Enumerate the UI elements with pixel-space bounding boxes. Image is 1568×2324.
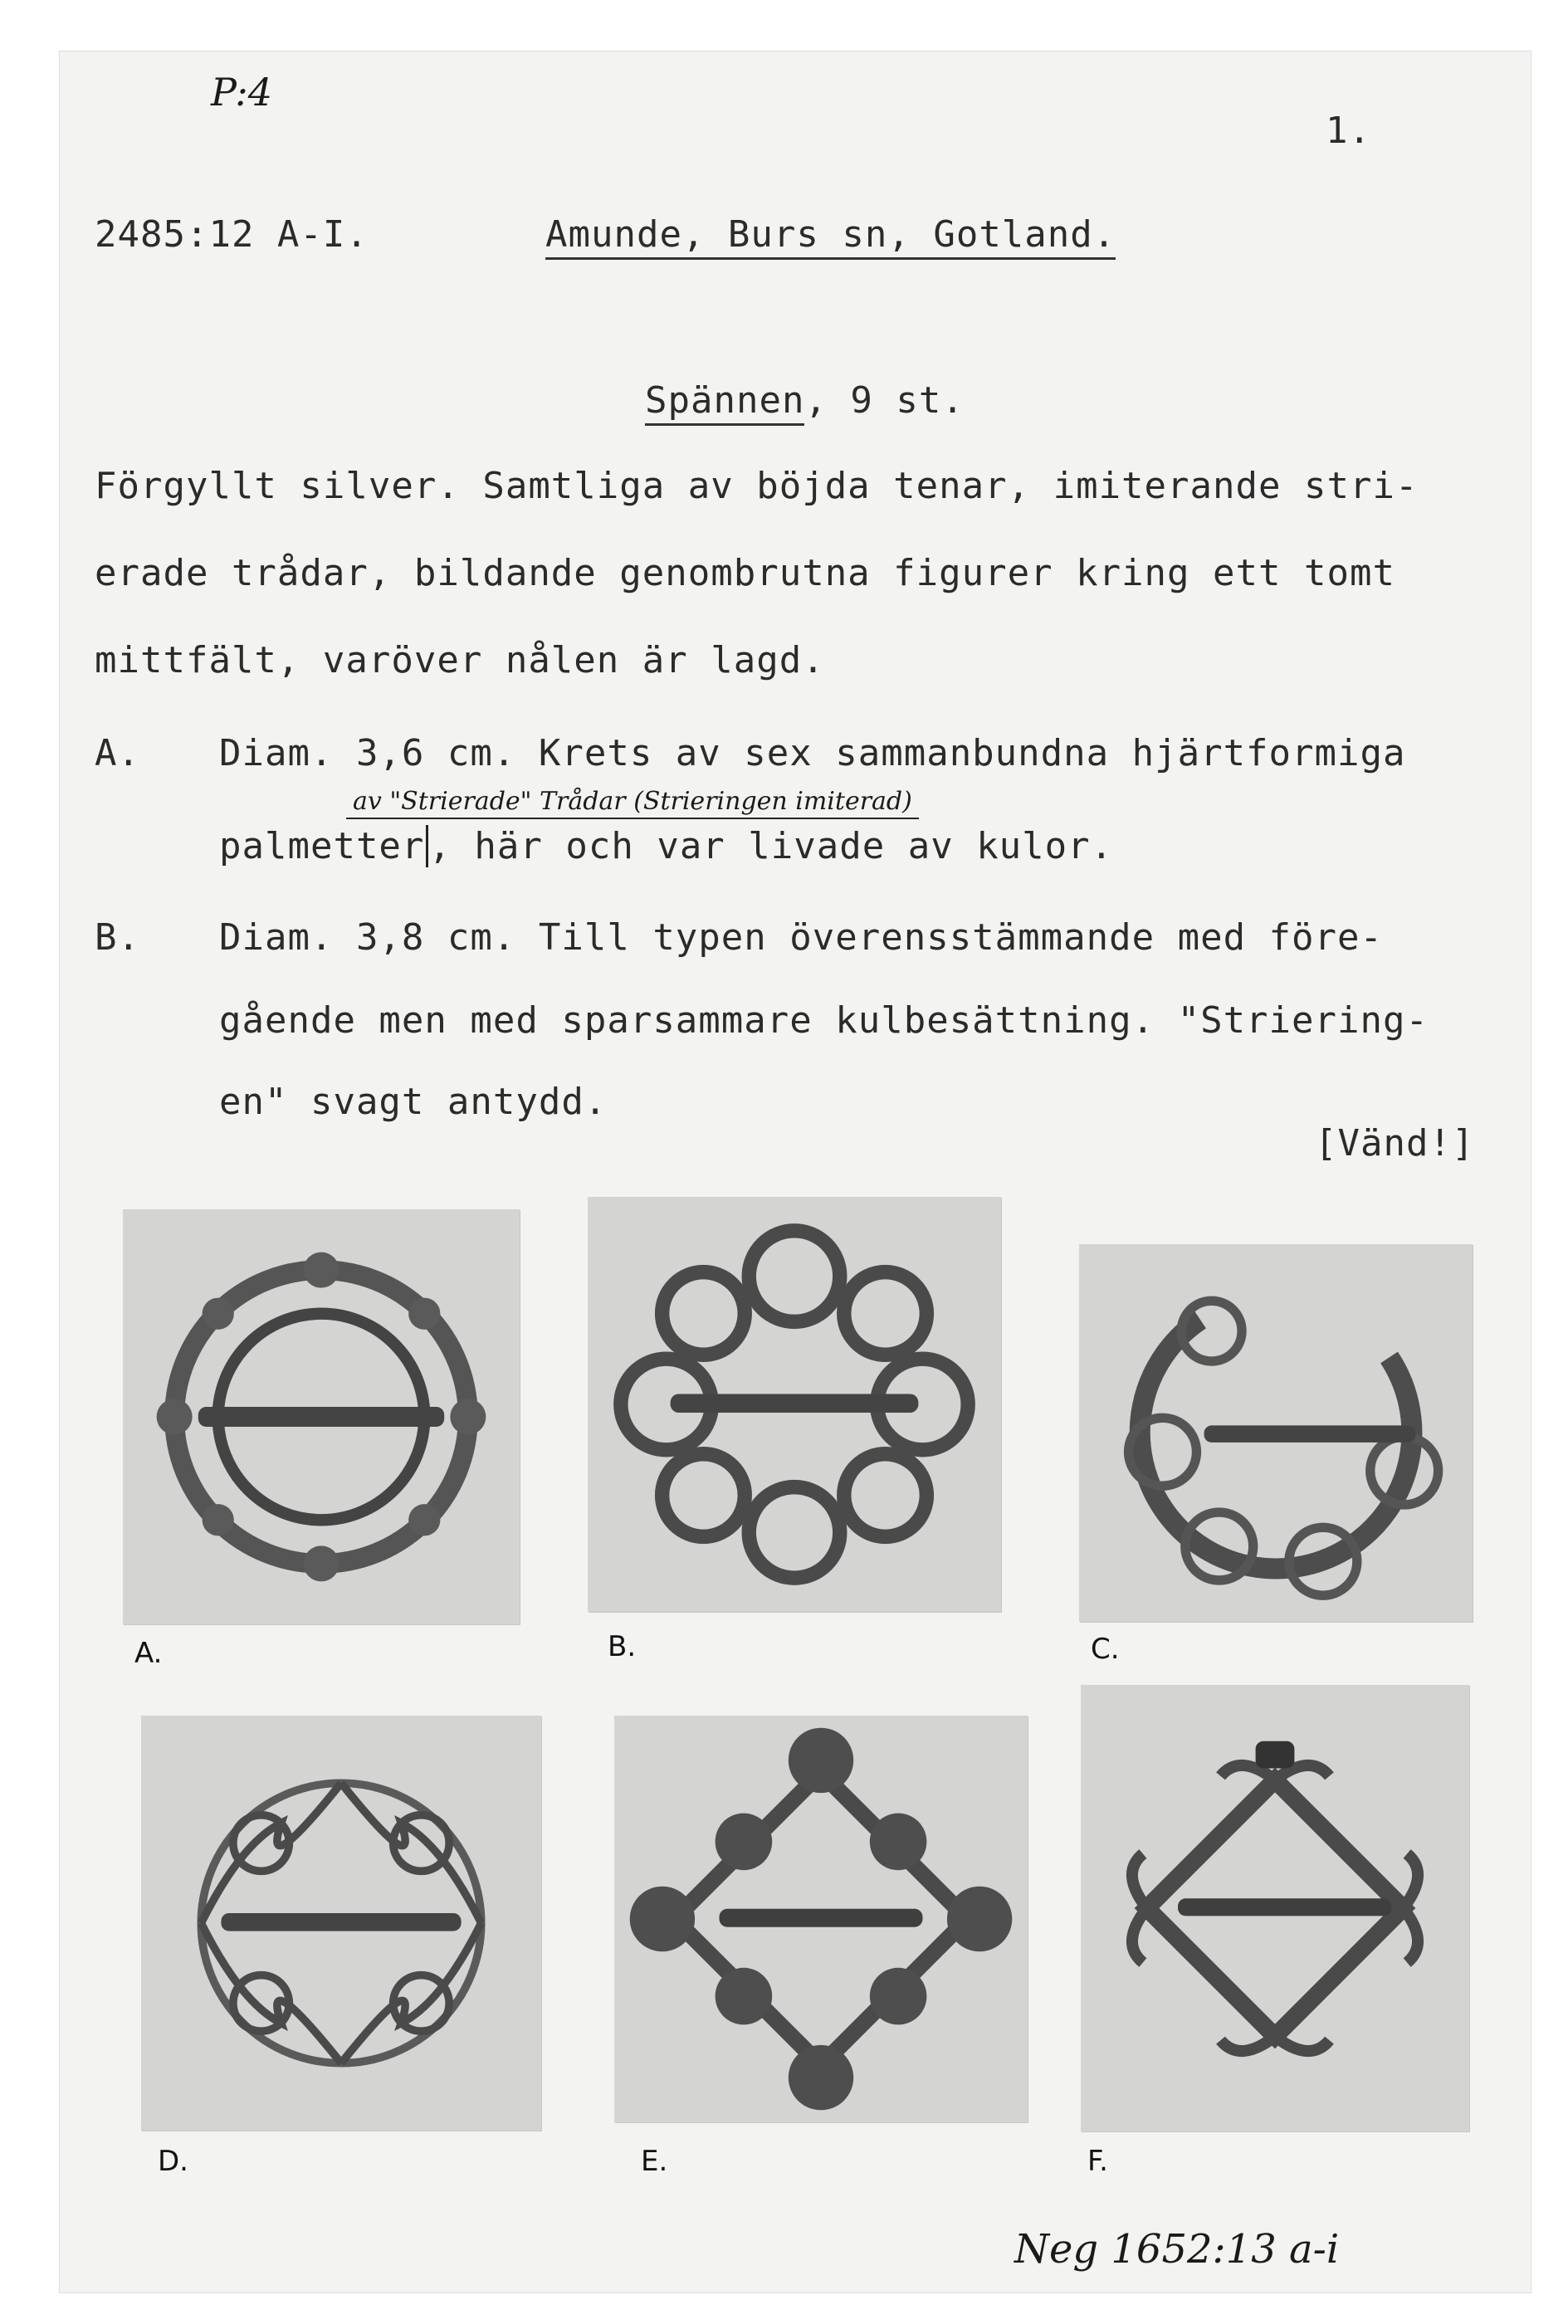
photo-b — [588, 1197, 1001, 1612]
photo-c — [1079, 1244, 1473, 1622]
object-count: , 9 st. — [804, 379, 965, 422]
item-a-line-2 — [219, 825, 1113, 867]
brooch-f-image — [1081, 1685, 1469, 2131]
photo-e — [614, 1716, 1028, 2122]
item-a-line-2-end: , här och var livade av kulor. — [428, 825, 1114, 867]
photo-d-label: D. — [158, 2145, 188, 2178]
item-b-label: B. — [95, 916, 140, 959]
intro-line-3: mittfält, varöver nålen är lagd. — [95, 639, 825, 681]
item-a-label: A. — [95, 732, 140, 774]
turn-note: [Vänd!] — [1315, 1122, 1475, 1164]
object-title: Spännen — [645, 379, 804, 426]
negative-note: Neg 1652:13 a-i — [1014, 2226, 1340, 2273]
intro-line-2: erade trådar, bildande genombrutna figurer kring ett tomt — [95, 552, 1395, 594]
item-a-line-1: Diam. 3,6 cm. Krets av sex sammanbundna hjärtformiga — [219, 732, 1406, 774]
brooch-e-image — [614, 1716, 1028, 2122]
photo-f — [1081, 1685, 1469, 2131]
page-number: 1. — [1326, 110, 1371, 152]
brooch-a-image — [123, 1209, 520, 1624]
handwritten-insert: av "Strierade" Trådar (Strieringen imiterad) — [346, 787, 919, 819]
find-location: Amunde, Burs sn, Gotland. — [545, 213, 1116, 260]
item-b-line-1: Diam. 3,8 cm. Till typen överensstämmande med före- — [219, 916, 1384, 959]
photo-f-label: F. — [1087, 2145, 1108, 2178]
photo-d — [141, 1716, 541, 2131]
brooch-b-image — [588, 1197, 1001, 1612]
photo-b-label: B. — [608, 1630, 637, 1663]
catalog-card — [60, 51, 1531, 2292]
brooch-c-image — [1079, 1244, 1473, 1622]
catalog-number: 2485:12 A-I. — [95, 213, 369, 256]
intro-line-1: Förgyllt silver. Samtliga av böjda tenar, imiterande stri- — [95, 465, 1419, 507]
object-title-row — [645, 379, 965, 422]
photo-c-label: C. — [1091, 1633, 1120, 1666]
item-a-line-2-start: palmetter — [219, 825, 425, 867]
photo-e-label: E. — [641, 2145, 668, 2178]
item-b-line-3: en" svagt antydd. — [219, 1081, 608, 1123]
corner-mark: P:4 — [211, 70, 273, 115]
photo-a-label: A. — [134, 1637, 163, 1670]
photo-a — [123, 1209, 520, 1624]
item-b-line-2: gående men med sparsammare kulbesättning. "Striering- — [219, 999, 1429, 1042]
brooch-d-image — [141, 1716, 541, 2131]
